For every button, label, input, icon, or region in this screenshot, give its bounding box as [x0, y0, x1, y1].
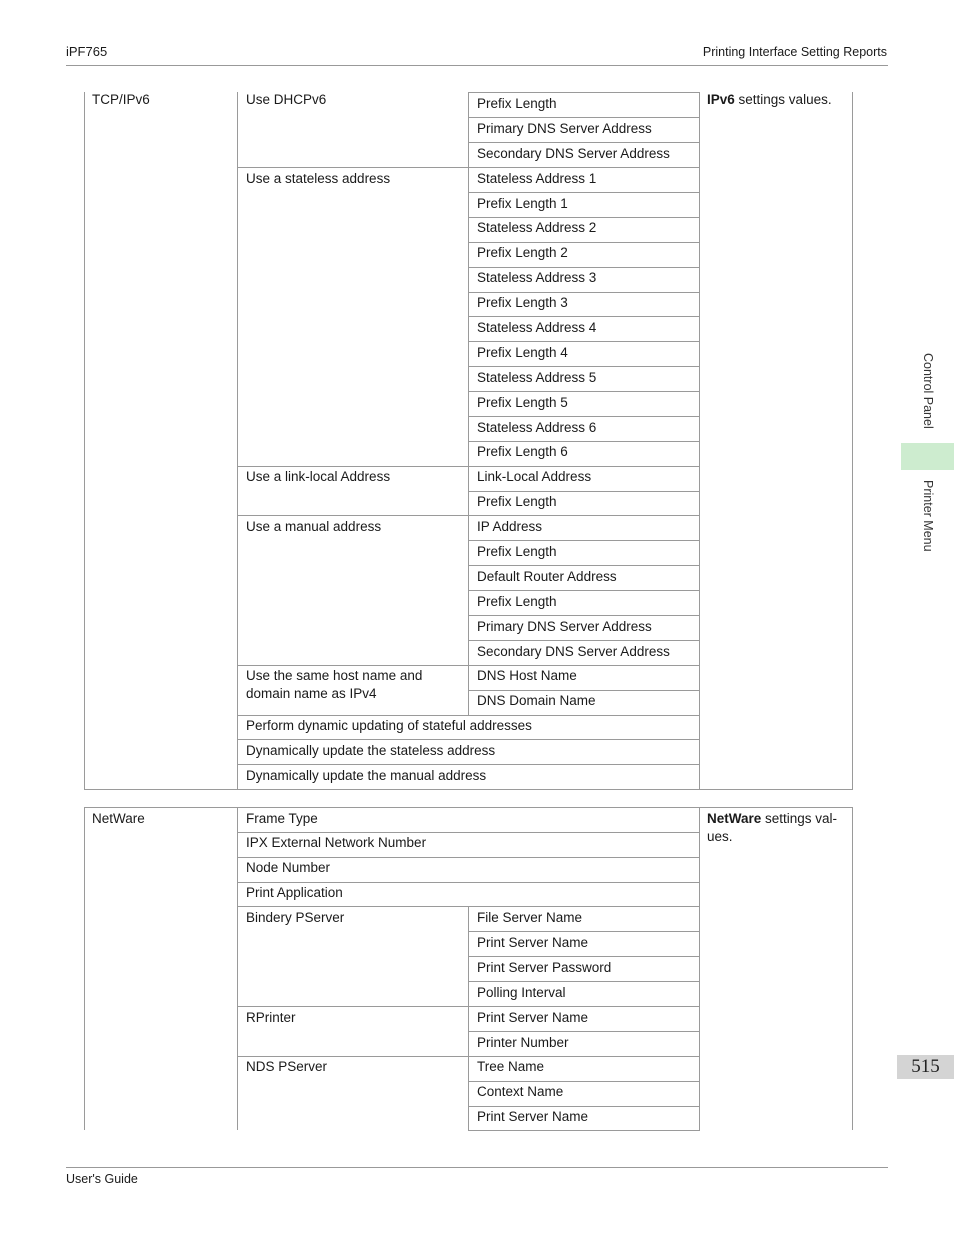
footer-rule — [66, 1167, 888, 1168]
list-item: IP Address — [477, 519, 543, 534]
list-item: Primary DNS Server Address — [477, 121, 652, 136]
list-item: Polling Interval — [477, 985, 566, 1000]
list-item: Frame Type — [246, 811, 318, 826]
list-item: Secondary DNS Server Address — [477, 644, 670, 659]
list-item: Print Server Name — [477, 1109, 589, 1124]
list-item: DNS Domain Name — [477, 693, 596, 708]
list-item: File Server Name — [477, 910, 583, 925]
list-item: Prefix Length — [477, 96, 557, 111]
section-label-tcp-ipv6: TCP/IPv6 — [92, 92, 150, 107]
list-item: Stateless Address 5 — [477, 370, 597, 385]
list-item: Print Server Name — [477, 1010, 589, 1025]
header-section-title: Printing Interface Setting Reports — [702, 45, 887, 59]
list-item: Stateless Address 2 — [477, 220, 597, 235]
list-item: DNS Host Name — [477, 668, 577, 683]
list-item: Tree Name — [477, 1059, 545, 1074]
page-number: 515 — [897, 1055, 954, 1079]
group-stateless-address: Use a stateless address — [246, 171, 391, 186]
list-item: Prefix Length 3 — [477, 295, 568, 310]
list-item: Stateless Address 4 — [477, 320, 597, 335]
list-item: Node Number — [246, 860, 331, 875]
side-tab-control-panel[interactable]: Control Panel — [921, 353, 935, 429]
section-label-netware: NetWare — [92, 811, 145, 826]
group-use-dhcpv6: Use DHCPv6 — [246, 92, 327, 107]
list-item: Stateless Address 1 — [477, 171, 597, 186]
list-item: Stateless Address 3 — [477, 270, 597, 285]
side-tab-highlight — [901, 443, 954, 470]
header-rule — [66, 65, 888, 66]
netware-description: NetWare settings val- ues. — [707, 811, 838, 844]
list-item: Link-Local Address — [477, 469, 592, 484]
group-link-local-address: Use a link-local Address — [246, 469, 391, 484]
side-tab-printer-menu[interactable]: Printer Menu — [921, 480, 935, 552]
list-item: Print Server Name — [477, 935, 589, 950]
list-item: Print Application — [246, 885, 343, 900]
list-item: Printer Number — [477, 1035, 569, 1050]
list-item: Prefix Length 6 — [477, 444, 568, 459]
group-nds-pserver: NDS PServer — [246, 1059, 328, 1074]
list-item: Secondary DNS Server Address — [477, 146, 670, 161]
group-same-host-name: Use the same host name and domain name as IPv4 — [246, 668, 423, 701]
list-item: Prefix Length — [477, 544, 557, 559]
list-item: Prefix Length 4 — [477, 345, 568, 360]
ipv6-description: IPv6 settings values. — [707, 92, 832, 107]
list-item: Dynamically update the manual address — [246, 768, 487, 783]
group-rprinter: RPrinter — [246, 1010, 296, 1025]
list-item: Prefix Length — [477, 594, 557, 609]
list-item: Dynamically update the stateless address — [246, 743, 496, 758]
group-manual-address: Use a manual address — [246, 519, 382, 534]
list-item: Prefix Length 2 — [477, 245, 568, 260]
list-item: Primary DNS Server Address — [477, 619, 652, 634]
list-item: Print Server Password — [477, 960, 612, 975]
list-item: Default Router Address — [477, 569, 617, 584]
list-item: Prefix Length 5 — [477, 395, 568, 410]
footer-guide-title: User's Guide — [66, 1172, 138, 1186]
list-item: Prefix Length 1 — [477, 196, 568, 211]
list-item: Prefix Length — [477, 494, 557, 509]
group-bindery-pserver: Bindery PServer — [246, 910, 345, 925]
list-item: Perform dynamic updating of stateful addresses — [246, 718, 532, 733]
header-product: iPF765 — [66, 44, 108, 59]
list-item: IPX External Network Number — [246, 835, 427, 850]
list-item: Stateless Address 6 — [477, 420, 597, 435]
list-item: Context Name — [477, 1084, 564, 1099]
